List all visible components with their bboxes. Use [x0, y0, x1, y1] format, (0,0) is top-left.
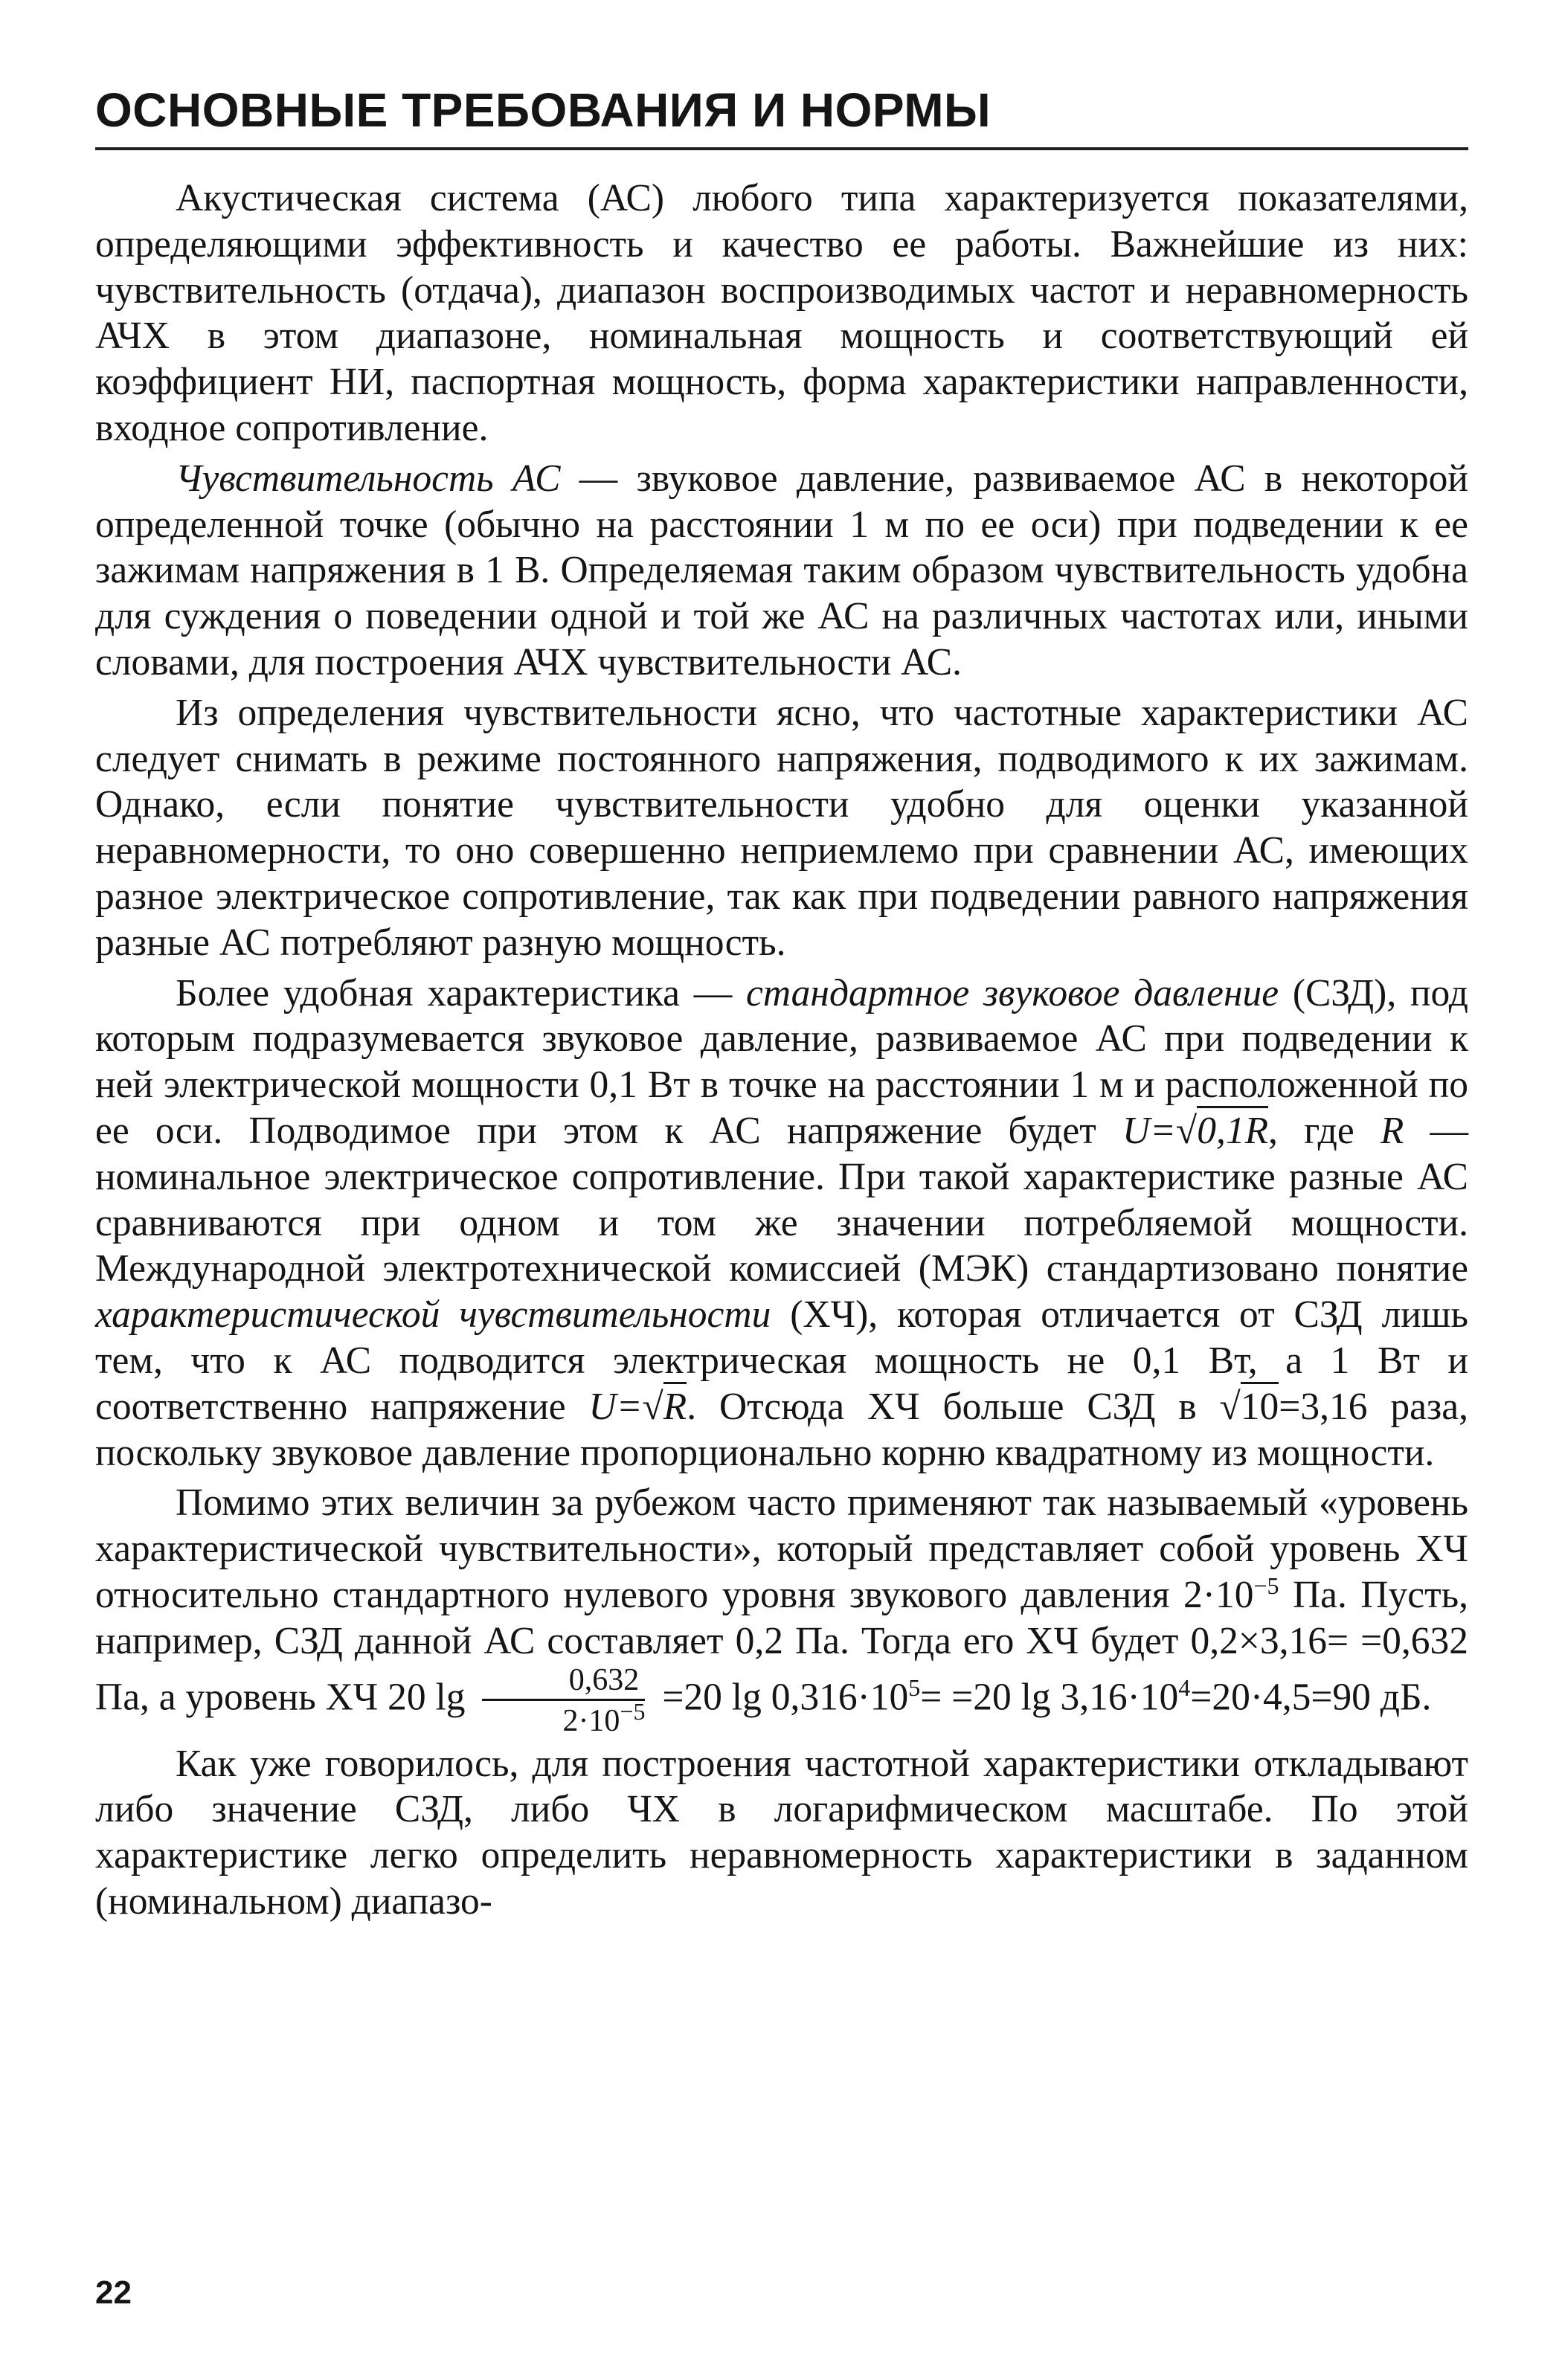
- p5-text-c: =20 lg 0,316·10: [652, 1675, 909, 1718]
- p4-text-d: — номинальное электрическое сопротивление. При такой характеристике разные АС сравниваются при одном и том же значении потребляемой мощности. Международной электротехнической комиссией (МЭК) стандартизовано понятие: [95, 1109, 1468, 1290]
- header-divider: [95, 147, 1468, 150]
- p4-text-c: , где: [1268, 1109, 1381, 1152]
- sqrt-symbol: √: [1175, 1109, 1198, 1152]
- term-sensitivity: Чувствительность АС: [176, 457, 561, 500]
- p5-text-b: Па. Пусть, например, СЗД данной АС составляет 0,2 Па. Тогда его ХЧ будет 0,2×3,16= =0,632 Па, а уровень ХЧ 20 lg: [95, 1573, 1469, 1718]
- paragraph-6: Как уже говорилось, для построения частотной характеристики откладывают либо значение СЗД, либо ЧХ в логарифмическом масштабе. По этой характеристике легко определить неравномерность характеристики в заданном (номинальном) диапазо-: [95, 1742, 1468, 1923]
- level-fraction: [482, 1662, 646, 1738]
- exponent: 4: [1178, 1673, 1191, 1701]
- formula-voltage-lhs: U=: [1122, 1109, 1176, 1152]
- paragraph-4: [95, 971, 1468, 1476]
- formula-root-ten: 10: [1241, 1382, 1279, 1428]
- paragraph-5: [95, 1480, 1468, 1736]
- paragraph-2-text: — звуковое давление, развиваемое АС в некоторой определенной точке (обычно на расстоянии 1 м по ее оси) при подведении к ее зажимам напряжения в 1 В. Определяемая таким образом чувствительность удобна для суждения о поведении одной и той же АС на различных частотах или, иными словами, для построения АЧХ чувствительности АС.: [95, 457, 1468, 684]
- formula-voltage2-root: R: [663, 1382, 687, 1428]
- exponent: 5: [908, 1673, 921, 1701]
- paragraph-2: [95, 456, 1468, 686]
- fraction-denominator: [482, 1697, 646, 1738]
- page-number: 22: [95, 2274, 132, 2311]
- term-characteristic-sensitivity: характеристической чувствительности: [95, 1293, 771, 1337]
- p5-text-d: = =20 lg 3,16·10: [920, 1675, 1179, 1718]
- exponent: −5: [1253, 1572, 1279, 1599]
- p5-text-e: =20·4,5=90 дБ.: [1190, 1675, 1432, 1718]
- paragraph-1: Акустическая система (АС) любого типа характеризуется показателями, определяющими эффективность и качество ее работы. Важнейшие из них: чувствительность (отдача), диапазон воспроизводимых частот и неравномерность АЧХ в этом диапазоне, номинальная мощность и соответствующий ей коэффициент НИ, паспортная мощность, форма характеристики направленности, входное сопротивление.: [95, 177, 1468, 449]
- p4-text-g: =3,16 раза, поскольку звуковое давление пропорционально корню квадратному из мощности.: [95, 1385, 1469, 1474]
- formula-voltage2-lhs: U=: [588, 1385, 643, 1428]
- fraction-numerator: 0,632: [482, 1665, 645, 1701]
- p5-text-a: Помимо этих величин за рубежом часто применяют так называемый «уровень характеристической чувствительности», который представляет собой уровень ХЧ относительно стандартного нулевого уровня звукового давления 2·10: [95, 1482, 1468, 1616]
- page-title: ОСНОВНЫЕ ТРЕБОВАНИЯ И НОРМЫ: [95, 83, 991, 137]
- formula-voltage-root: 0,1R: [1197, 1106, 1268, 1152]
- page-header: [95, 80, 1464, 140]
- term-standard-pressure: стандартное звуковое давление: [746, 971, 1279, 1014]
- p4-text-f: . Отсюда ХЧ больше СЗД в: [687, 1385, 1220, 1428]
- p4-text-a: Более удобная характеристика —: [176, 971, 746, 1014]
- paragraph-3: Из определения чувствительности ясно, что частотные характеристики АС следует снимать в режиме постоянного напряжения, подводимого к их зажимам. Однако, если понятие чувствительности удобно для оценки указанной неравномерности, то оно совершенно неприемлемо при сравнении АС, имеющих разное электрическое сопротивление, так как при подведении равного напряжения разные АС потребляют разную мощность.: [95, 691, 1468, 964]
- symbol-r: R: [1380, 1109, 1404, 1152]
- sqrt-symbol: √: [1219, 1385, 1241, 1428]
- p4-text-b: (СЗД), под которым подразумевается звуковое давление, развиваемое АС при подведении к ней электрической мощности 0,1 Вт в точке на расстоянии 1 м и расположенной по ее оси. Подводимое при этом к АС напряжение будет: [95, 971, 1469, 1152]
- p4-text-e: (ХЧ), которая отличается от СЗД лишь тем, что к АС подводится электрическая мощность не 0,1 Вт, а 1 Вт и соответственно напряжение: [95, 1293, 1468, 1428]
- sqrt-symbol: √: [642, 1385, 663, 1428]
- fraction-denominator-base: 2·10: [562, 1703, 620, 1738]
- fraction-denominator-exponent: −5: [620, 1697, 646, 1725]
- body-text: [95, 176, 1468, 1929]
